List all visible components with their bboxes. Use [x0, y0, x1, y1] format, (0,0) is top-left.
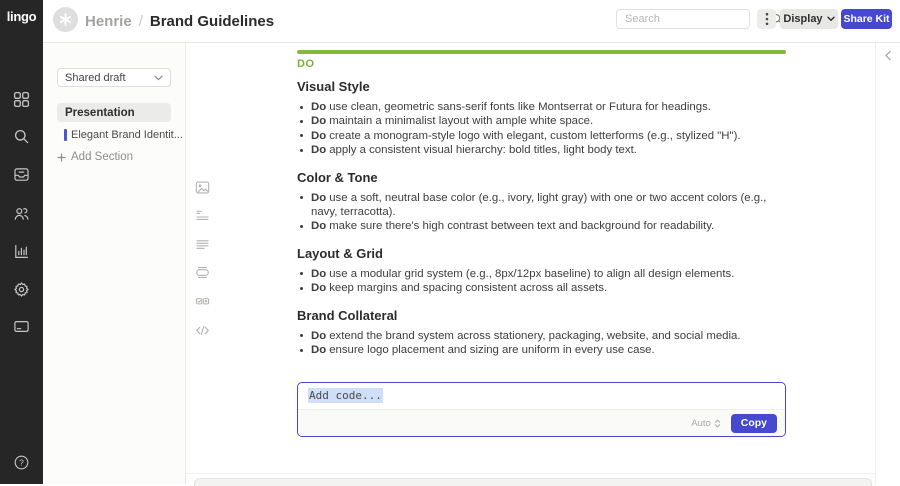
- search-input[interactable]: [617, 13, 771, 25]
- list-item: Do maintain a minimalist layout with ample white space.: [297, 114, 786, 128]
- billing-icon[interactable]: [9, 314, 34, 339]
- next-section-preview: [194, 478, 872, 486]
- image-icon[interactable]: [191, 176, 213, 198]
- inbox-icon[interactable]: [9, 162, 34, 187]
- breadcrumb-separator: /: [138, 13, 143, 30]
- bullet-list: [297, 267, 786, 296]
- code-block-footer: [298, 409, 785, 436]
- sidebar-group-label: Presentation: [65, 106, 135, 119]
- svg-text:?: ?: [19, 457, 24, 468]
- copy-button[interactable]: Copy: [731, 414, 777, 433]
- analytics-icon[interactable]: [9, 239, 34, 264]
- list-item: Do keep margins and spacing consistent across all assets.: [297, 281, 786, 295]
- language-value: Auto: [691, 417, 711, 429]
- heading-visual-style: Visual Style: [297, 79, 370, 94]
- top-bar: [43, 0, 900, 43]
- list-item: Do extend the brand system across stationery, packaging, website, and social media.: [297, 329, 786, 343]
- sidebar-item-active-document[interactable]: [57, 127, 183, 143]
- section-accent-bar: [297, 50, 786, 54]
- heading-color-tone: Color & Tone: [297, 169, 378, 185]
- collapse-panel-icon[interactable]: [878, 45, 898, 65]
- code-icon[interactable]: [191, 319, 213, 341]
- help-icon[interactable]: [9, 450, 34, 475]
- list-item: Do use a modular grid system (e.g., 8px/12px baseline) to align all design elements.: [297, 267, 786, 281]
- lingo-logo: lingo: [6, 9, 37, 24]
- kebab-menu-icon[interactable]: [757, 9, 776, 29]
- select-chevrons-icon: [714, 419, 721, 428]
- search-box: [616, 9, 750, 29]
- plus-icon: [57, 153, 66, 162]
- list-item: Do apply a consistent visual hierarchy: bold titles, light body text.: [297, 143, 786, 157]
- chevron-down-icon: [827, 16, 835, 22]
- code-placeholder: Add code...: [309, 389, 382, 403]
- section-divider: [186, 473, 875, 474]
- carousel-icon[interactable]: [191, 261, 213, 283]
- app-rail: [0, 0, 43, 484]
- active-item-indicator: [64, 129, 67, 141]
- list-item: Do use a soft, neutral base color (e.g., ivory, light gray) with one or two accent colors (e.g., navy, terracotta).: [297, 191, 786, 220]
- display-button[interactable]: [780, 9, 838, 29]
- code-editor[interactable]: [298, 383, 785, 409]
- right-panel-divider: [875, 43, 876, 484]
- heading-layout-grid: Layout & Grid: [297, 245, 383, 261]
- document-body: [297, 50, 786, 437]
- page-title: Brand Guidelines: [149, 13, 275, 30]
- code-block: [297, 382, 786, 437]
- search-icon[interactable]: [9, 124, 34, 149]
- grid-icon[interactable]: [9, 87, 34, 112]
- document-canvas: [186, 43, 900, 484]
- bullet-list: [297, 329, 786, 358]
- text-lines-icon[interactable]: [191, 233, 213, 255]
- draft-selector-value: Shared draft: [65, 71, 126, 84]
- sidebar-group-presentation[interactable]: [57, 103, 171, 122]
- share-kit-button[interactable]: Share Kit: [841, 9, 892, 29]
- bullet-list: [297, 100, 786, 158]
- list-item: Do create a monogram-style logo with elegant, custom letterforms (e.g., stylized "H").: [297, 129, 786, 143]
- list-item: Do use clean, geometric sans-serif fonts like Montserrat or Futura for headings.: [297, 100, 786, 114]
- breadcrumb: [85, 0, 274, 43]
- heading-brand-collateral: Brand Collateral: [297, 307, 398, 323]
- add-section-label: Add Section: [71, 151, 134, 163]
- users-icon[interactable]: [9, 201, 34, 226]
- draft-selector[interactable]: [57, 68, 171, 87]
- sidebar-item-label: Elegant Brand Identit...: [71, 129, 183, 141]
- list-item: Do make sure there's high contrast between text and background for readability.: [297, 219, 786, 233]
- settings-icon[interactable]: [9, 277, 34, 302]
- language-selector[interactable]: [691, 418, 721, 429]
- heading-text-icon[interactable]: [191, 204, 213, 226]
- add-section-button[interactable]: [57, 151, 133, 163]
- chevron-down-icon: [154, 75, 163, 81]
- section-tag: DO: [297, 58, 315, 70]
- checkbox-group-icon[interactable]: [191, 290, 213, 312]
- document-sidebar: [43, 43, 186, 484]
- avatar[interactable]: [53, 7, 78, 32]
- list-item: Do ensure logo placement and sizing are uniform in every use case.: [297, 343, 786, 357]
- bullet-list: [297, 191, 786, 234]
- workspace-name[interactable]: Henrie: [85, 13, 132, 30]
- display-button-label: Display: [783, 13, 823, 25]
